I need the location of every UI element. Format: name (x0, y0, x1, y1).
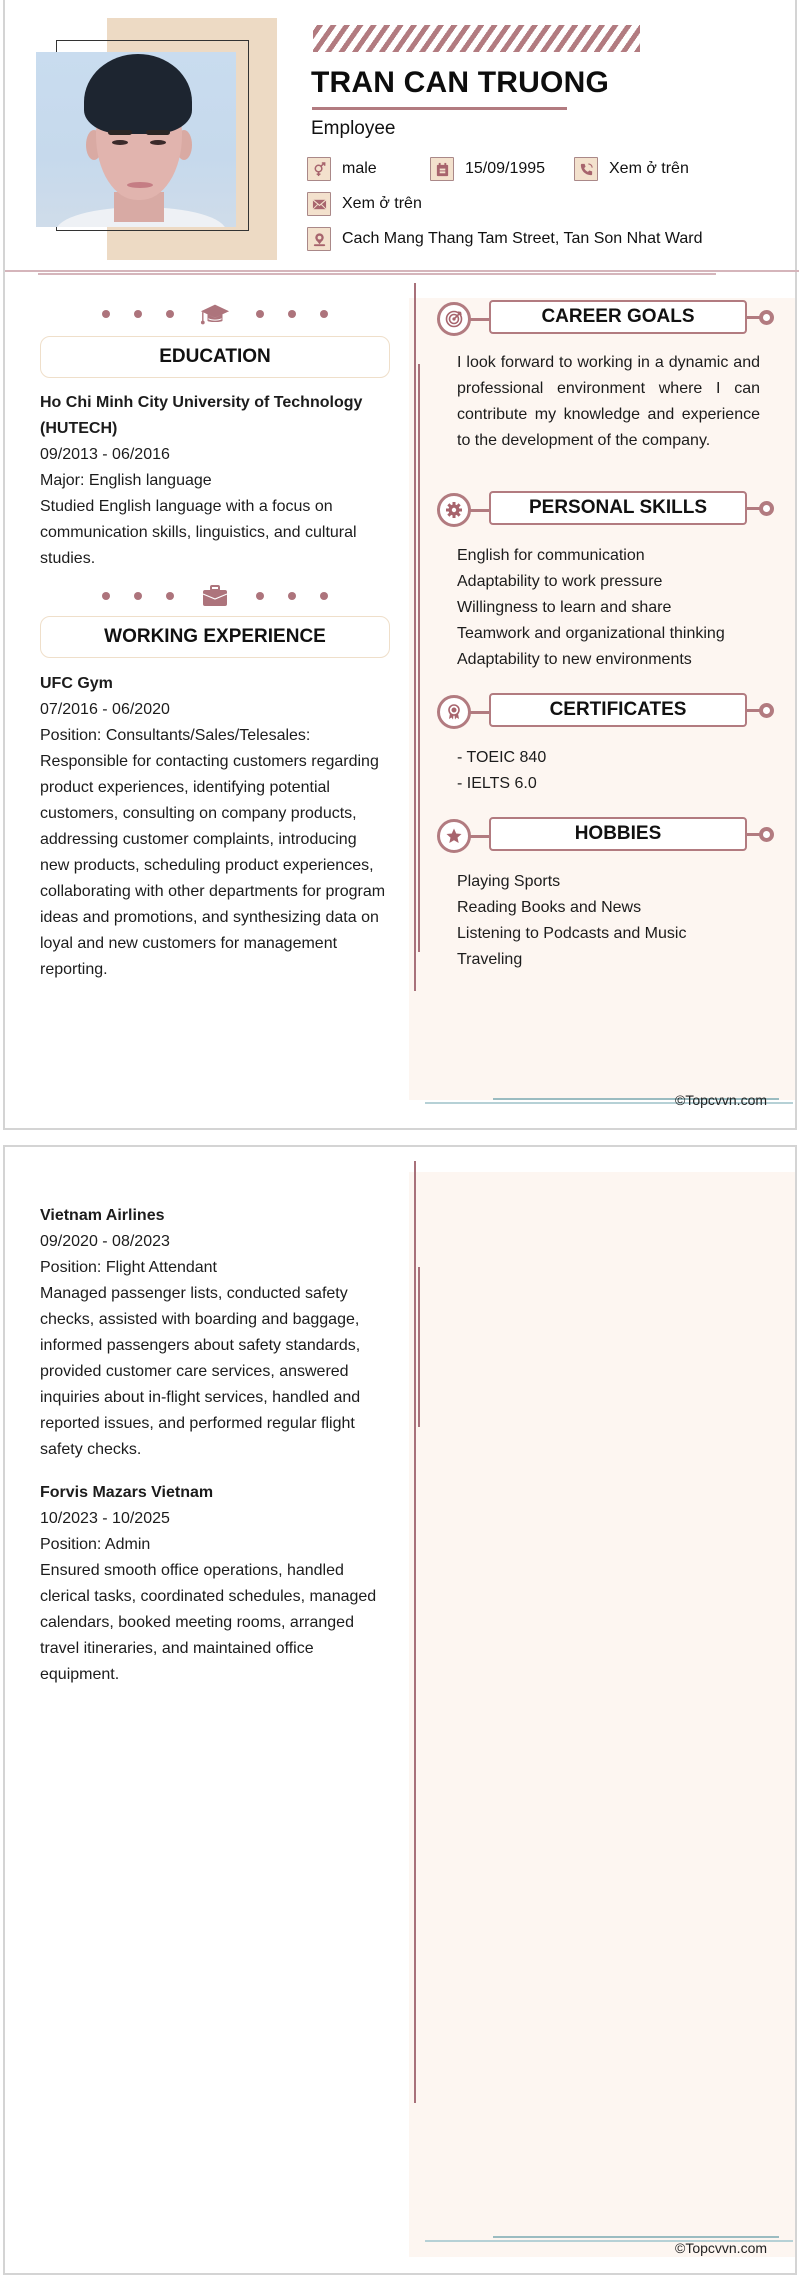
skill-item: Adaptability to new environments (457, 651, 692, 668)
education-heading: EDUCATION (40, 336, 390, 378)
contact-address (307, 227, 703, 251)
contact-gender (307, 157, 377, 181)
cv-page-1 (3, 0, 797, 1130)
phone-icon (574, 157, 598, 181)
personal-skills-heading: PERSONAL SKILLS (437, 491, 777, 529)
contact-birthday (430, 157, 545, 181)
education-description: Studied English language with a focus on communication skills, linguistics, and cultural studies. (40, 498, 357, 567)
briefcase-icon (200, 584, 230, 608)
copyright[interactable]: ©Topcvvn.com (675, 1092, 768, 1108)
job-title: Employee (311, 118, 396, 139)
header-divider-inner (38, 273, 716, 275)
cv-page-2 (3, 1145, 797, 2275)
experience-entry (40, 1203, 390, 1463)
graduation-cap-icon (200, 302, 230, 326)
address-value: Cach Mang Thang Tam Street, Tan Son Nhat Ward (342, 230, 703, 247)
company-name: Vietnam Airlines (40, 1207, 165, 1224)
award-icon (437, 695, 471, 729)
experience-decoration (40, 584, 390, 608)
education-entry (40, 390, 390, 572)
experience-description: Managed passenger lists, conducted safety checks, assisted with boarding and baggage, informed passengers about safety standards, provided customer care services, answered inquiries about in-flight services, handled and reported issues, and performed regular flight safety checks. (40, 1285, 361, 1458)
certificates-list (457, 745, 760, 797)
right-column-background (409, 1172, 795, 2257)
hobby-item: Playing Sports (457, 873, 561, 890)
career-goals-heading: CAREER GOALS (437, 300, 777, 338)
skills-list (457, 543, 760, 673)
email-icon (307, 192, 331, 216)
hobby-item: Reading Books and News (457, 899, 642, 916)
email-value[interactable]: Xem ở trên (342, 195, 422, 212)
avatar (36, 52, 236, 227)
experience-period: 09/2020 - 08/2023 (40, 1233, 170, 1250)
contact-phone (574, 157, 689, 181)
decorative-stripes (313, 25, 640, 52)
school-name: Ho Chi Minh City University of Technology (HUTECH) (40, 394, 363, 437)
hobby-item: Listening to Podcasts and Music (457, 925, 687, 942)
skill-item: Teamwork and organizational thinking (457, 625, 725, 642)
hobbies-list (457, 869, 760, 973)
gear-icon (437, 493, 471, 527)
skill-item: Willingness to learn and share (457, 599, 672, 616)
experience-description: Ensured smooth office operations, handled clerical tasks, coordinated schedules, managed calendars, booked meeting rooms, arranged travel itineraries, and maintained office equipment. (40, 1562, 377, 1683)
gender-value: male (342, 160, 377, 177)
experience-description: Position: Consultants/Sales/Telesales: Responsible for contacting customers regarding product experiences, identifying potential customers, consulting on company products, addressing customer complaints, introducing new products, scheduling product experiences, collaborating with other departments for program ideas and promotions, and synthesizing data on loyal and new customers for management reporting. (40, 727, 386, 978)
certificate-item: - TOEIC 840 (457, 749, 547, 766)
company-name: Forvis Mazars Vietnam (40, 1484, 214, 1501)
hobby-item: Traveling (457, 951, 523, 968)
calendar-icon (430, 157, 454, 181)
vertical-rule-outer (414, 283, 416, 991)
certificates-heading: CERTIFICATES (437, 693, 777, 731)
skill-item: English for communication (457, 547, 645, 564)
certificate-item: - IELTS 6.0 (457, 775, 537, 792)
location-icon (307, 227, 331, 251)
star-icon (437, 819, 471, 853)
header-divider (5, 270, 799, 272)
career-goals-text: I look forward to working in a dynamic and professional environment where I can contribute my knowledge and experience to the development of the company. (457, 354, 760, 449)
company-name: UFC Gym (40, 675, 113, 692)
education-period: 09/2013 - 06/2016 (40, 446, 170, 463)
experience-position: Position: Flight Attendant (40, 1259, 217, 1276)
hobbies-heading: HOBBIES (437, 817, 777, 855)
experience-period: 10/2023 - 10/2025 (40, 1510, 170, 1527)
skill-item: Adaptability to work pressure (457, 573, 663, 590)
target-icon (437, 302, 471, 336)
experience-entry (40, 671, 390, 983)
birthday-value: 15/09/1995 (465, 160, 546, 177)
experience-period: 07/2016 - 06/2020 (40, 701, 170, 718)
contact-email (307, 192, 422, 216)
candidate-name: TRAN CAN TRUONG (311, 66, 609, 99)
education-decoration (40, 302, 390, 326)
phone-value[interactable]: Xem ở trên (609, 160, 689, 177)
vertical-rule-inner (418, 1267, 420, 1427)
experience-heading: WORKING EXPERIENCE (40, 616, 390, 658)
gender-icon (307, 157, 331, 181)
vertical-rule-outer (414, 1161, 416, 2103)
vertical-rule-inner (418, 364, 420, 952)
experience-entry (40, 1480, 390, 1688)
education-major: Major: English language (40, 472, 212, 489)
copyright[interactable]: ©Topcvvn.com (675, 2240, 768, 2256)
name-underline (312, 107, 567, 110)
experience-position: Position: Admin (40, 1536, 151, 1553)
